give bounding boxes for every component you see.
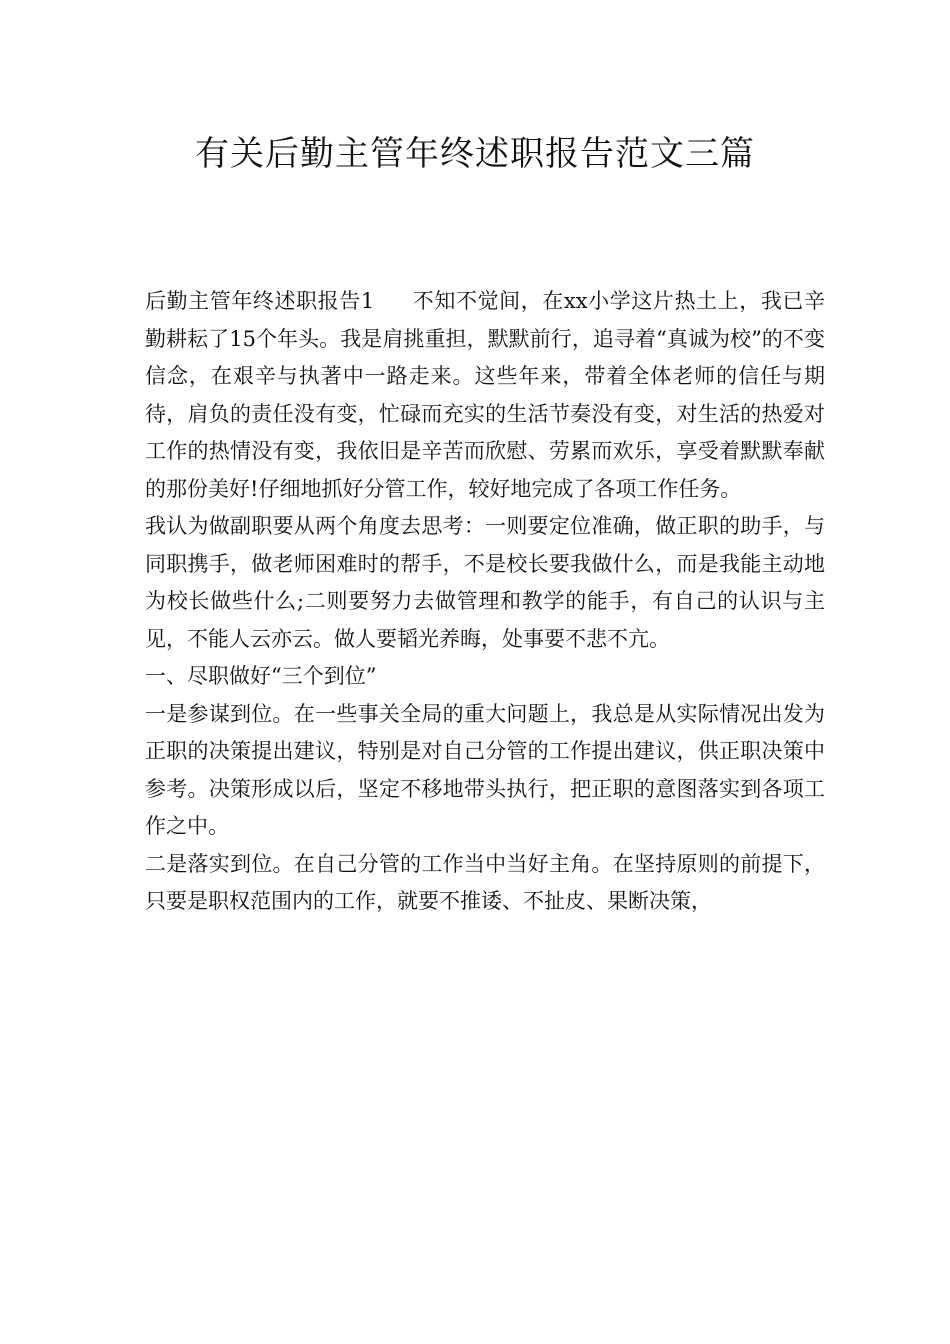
document-title: 有关后勤主管年终述职报告范文三篇 (195, 134, 755, 174)
paragraph-1 (145, 283, 825, 508)
paragraph-2: 我认为做副职要从两个角度去思考：一则要定位准确，做正职的助手，与同职携手，做老师困难时的帮手，不是校长要我做什么，而是我能主动地为校长做些什么;二则要努力去做管理和教学的能手，有自己的认识与主见，不能人云亦云。做人要韬光养晦，处事要不悲不亢。 (145, 514, 825, 651)
section-heading: 一、尽职做好“三个到位” (145, 664, 377, 688)
paragraph-1-text: 不知不觉间，在xx小学这片热土上，我已辛勤耕耘了15个年头。我是肩挑重担，默默前行，追寻着“真诚为校”的不变信念，在艰辛与执著中一路走来。这些年来，带着全体老师的信任与期待，肩负的责任没有变，忙碌而充实的生活节奏没有变，对生活的热爱对工作的热情没有变，我依旧是辛苦而欣慰、劳累而欢乐，享受着默默奉献的那份美好!仔细地抓好分管工作，较好地完成了各项工作任务。 (145, 289, 825, 501)
document-body (145, 283, 825, 921)
paragraph-4: 二是落实到位。在自己分管的工作当中当好主角。在坚持原则的前提下，只要是职权范围内的工作，就要不推诿、不扯皮、果断决策， (145, 851, 825, 913)
paragraph-3: 一是参谋到位。在一些事关全局的重大问题上，我总是从实际情况出发为正职的决策提出建议，特别是对自己分管的工作提出建议，供正职决策中参考。决策形成以后，坚定不移地带头执行，把正职的意图落实到各项工作之中。 (145, 701, 825, 838)
report-heading: 后勤主管年终述职报告1 (145, 289, 375, 313)
